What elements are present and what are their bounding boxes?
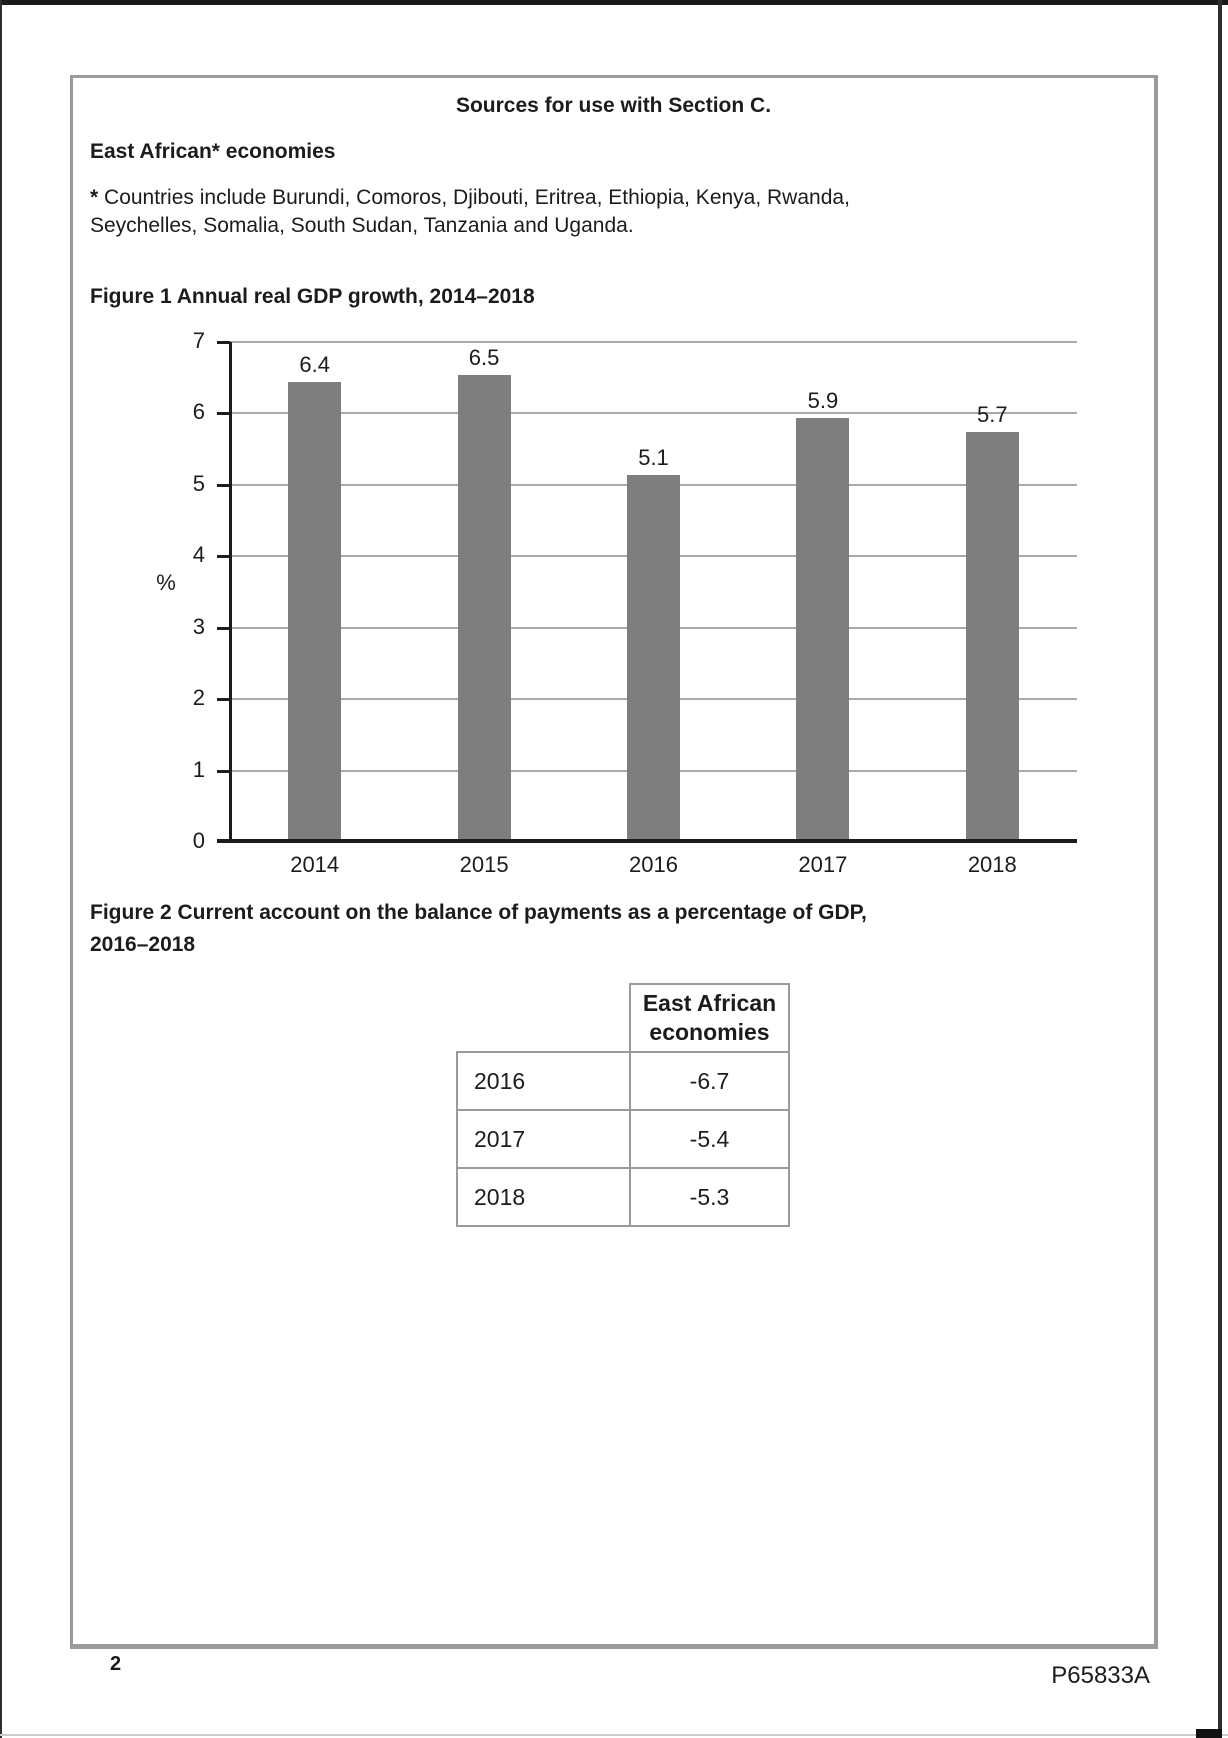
- page-top-edge: [0, 0, 1228, 5]
- y-tick-6: [217, 412, 230, 415]
- table-year-cell: 2016: [457, 1052, 630, 1110]
- bar-value-label-2015: 6.5: [468, 344, 500, 370]
- table-row: [457, 1110, 789, 1168]
- x-tick-label-2014: 2014: [290, 852, 340, 877]
- source-heading: East African* economies: [90, 140, 336, 163]
- footnote-line2: Seychelles, Somalia, South Sudan, Tanzania and Uganda.: [90, 214, 634, 237]
- x-tick-label-2015: 2015: [459, 852, 509, 877]
- y-tick-1: [217, 770, 230, 773]
- page-left-edge: [0, 0, 2, 1738]
- figure2-table: [456, 983, 790, 1227]
- y-tick-label-1: 1: [192, 756, 205, 782]
- y-tick-label-4: 4: [192, 542, 205, 568]
- table-corner-cell: [457, 984, 630, 1052]
- y-tick-label-7: 7: [192, 328, 205, 353]
- y-tick-label-5: 5: [192, 470, 205, 496]
- x-axis-baseline: [217, 839, 1077, 843]
- table-value-cell: -6.7: [630, 1052, 789, 1110]
- y-tick-label-2: 2: [192, 685, 205, 711]
- y-axis-line: [229, 342, 232, 843]
- table-row: [457, 1168, 789, 1226]
- source-box: [70, 75, 1158, 1649]
- footnote-line1: Countries include Burundi, Comoros, Djibouti, Eritrea, Ethiopia, Kenya, Rwanda,: [98, 186, 850, 209]
- y-tick-label-3: 3: [192, 613, 205, 639]
- table-year-cell: 2017: [457, 1110, 630, 1168]
- footnote-marker: *: [90, 186, 99, 209]
- table-header-row: [457, 984, 789, 1052]
- page-right-edge: [1218, 0, 1222, 1738]
- bar-value-label-2017: 5.9: [807, 387, 839, 413]
- paper-reference-code: P65833A: [1051, 1662, 1150, 1689]
- y-tick-5: [217, 484, 230, 487]
- y-tick-label-0: 0: [192, 828, 205, 853]
- table-value-cell: -5.4: [630, 1110, 789, 1168]
- page-bottom-edge: [0, 1734, 1228, 1736]
- y-tick-label-6: 6: [192, 399, 205, 425]
- bar-value-label-2018: 5.7: [977, 401, 1008, 427]
- y-tick-2: [217, 698, 230, 701]
- x-tick-label-2016: 2016: [629, 852, 678, 877]
- table-year-cell: 2018: [457, 1168, 630, 1226]
- figure2-title-line1: Figure 2 Current account on the balance of payments as a percentage of GDP,: [90, 901, 867, 924]
- figure1-bar-chart: [156, 328, 1077, 877]
- bar-2016: [627, 475, 680, 839]
- page-corner-mark: [1196, 1729, 1222, 1738]
- section-title: Sources for use with Section C.: [455, 94, 772, 117]
- bar-value-label-2014: 6.4: [299, 351, 330, 377]
- bar-2017: [796, 418, 849, 839]
- y-tick-3: [217, 627, 230, 630]
- y-tick-4: [217, 555, 230, 558]
- bar-2015: [458, 375, 511, 839]
- y-axis-title: %: [156, 570, 176, 595]
- table-value-cell: -5.3: [630, 1168, 789, 1226]
- figure2-title-line2: 2016–2018: [90, 933, 196, 956]
- table-column-header: East African economies: [630, 984, 789, 1052]
- bar-2014: [288, 382, 341, 839]
- page-number: 2: [110, 1653, 122, 1675]
- y-tick-7: [217, 341, 230, 344]
- bar-value-label-2016: 5.1: [638, 444, 669, 470]
- x-tick-label-2017: 2017: [798, 852, 848, 877]
- x-tick-label-2018: 2018: [967, 852, 1017, 877]
- table-row: [457, 1052, 789, 1110]
- figure1-title: Figure 1 Annual real GDP growth, 2014–2018: [90, 285, 535, 308]
- footnote: [90, 184, 850, 240]
- gridline-7: [230, 341, 1077, 343]
- bar-2018: [966, 432, 1019, 839]
